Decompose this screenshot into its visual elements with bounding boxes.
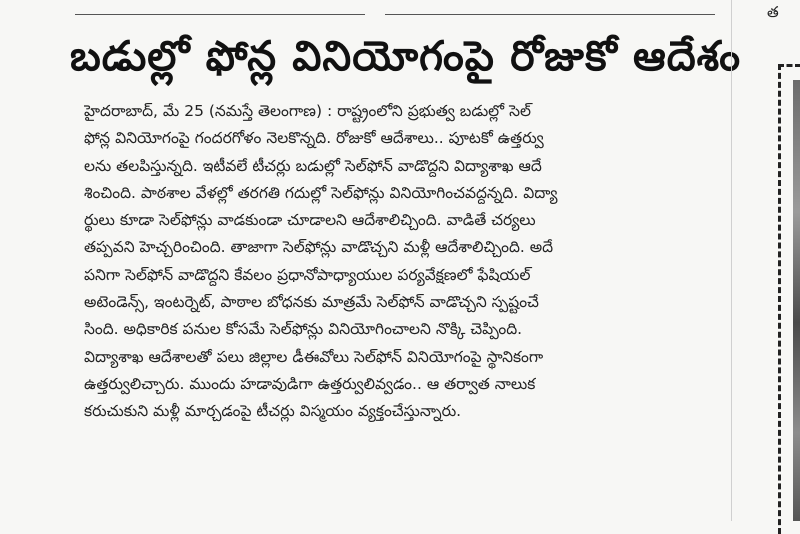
body-line: హైదరాబాద్, మే 25 (నమస్తే తెలంగాణ) : రాష్ట్రంలోని ప్రభుత్వ బడుల్లో సెల్ [84, 102, 531, 120]
top-rule-right [385, 14, 715, 15]
body-line: ర్థులు కూడా సెల్‌ఫోన్లు వాడకుండా చూడాలని ఆదేశాలిచ్చింది. వాడితే చర్యలు [84, 211, 536, 230]
body-line: పనిగా సెల్‌ఫోన్ వాడొద్దని కేవలం ప్రధానోపాధ్యాయుల పర్యవేక్షణలో ఫేషియల్ [84, 265, 531, 284]
article-headline: బడుల్లో ఫోన్ల వినియోగంపై రోజుకో ఆదేశం [70, 32, 742, 80]
body-line: శించింది. పాఠశాల వేళల్లో తరగతి గదుల్లో సెల్‌ఫోన్లు వినియోగించవద్దన్నది. విద్యా [84, 183, 558, 202]
article-body [84, 98, 716, 426]
adjacent-photo [793, 80, 800, 521]
body-line: కరుచుకుని మళ్లీ మార్చడంపై టీచర్లు విస్మయం వ్యక్తంచేస్తున్నారు. [84, 402, 462, 421]
body-line: అటెండెన్స్, ఇంటర్నెట్, పాఠాల బోధనకు మాత్రమే సెల్‌ఫోన్ వాడొచ్చని స్పష్టంచే [84, 293, 539, 312]
body-line: తప్పవని హెచ్చరించింది. తాజాగా సెల్‌ఫోన్లు వాడొచ్చని మళ్లీ ఆదేశాలిచ్చింది. అదే [84, 238, 554, 257]
body-line: ఉత్తర్వులిచ్చారు. ముందు హడావుడిగా ఉత్తర్వులివ్వడం.. ఆ తర్వాత నాలుక [84, 374, 536, 393]
body-line: విద్యాశాఖ ఆదేశాలతో పలు జిల్లాల డీఈవోలు సెల్‌ఫోన్ వినియోగంపై స్థానికంగా [84, 347, 544, 366]
top-rule-left [75, 14, 365, 15]
column-divider [731, 0, 732, 521]
body-line: ఫోన్ల వినియోగంపై గందరగోళం నెలకొన్నది. రోజుకో ఆదేశాలు.. పూటకో ఉత్తర్వు [84, 129, 544, 148]
body-line: సింది. అధికారిక పనుల కోసమే సెల్‌ఫోన్లు వినియోగించాలని నొక్కి చెప్పింది. [84, 320, 523, 339]
body-line: లను తలపిస్తున్నది. ఇటీవలే టీచర్లు బడుల్లో సెల్‌ఫోన్ వాడొద్దని విద్యాశాఖ ఆదే [84, 156, 542, 175]
next-column-snippet: త [767, 3, 779, 21]
